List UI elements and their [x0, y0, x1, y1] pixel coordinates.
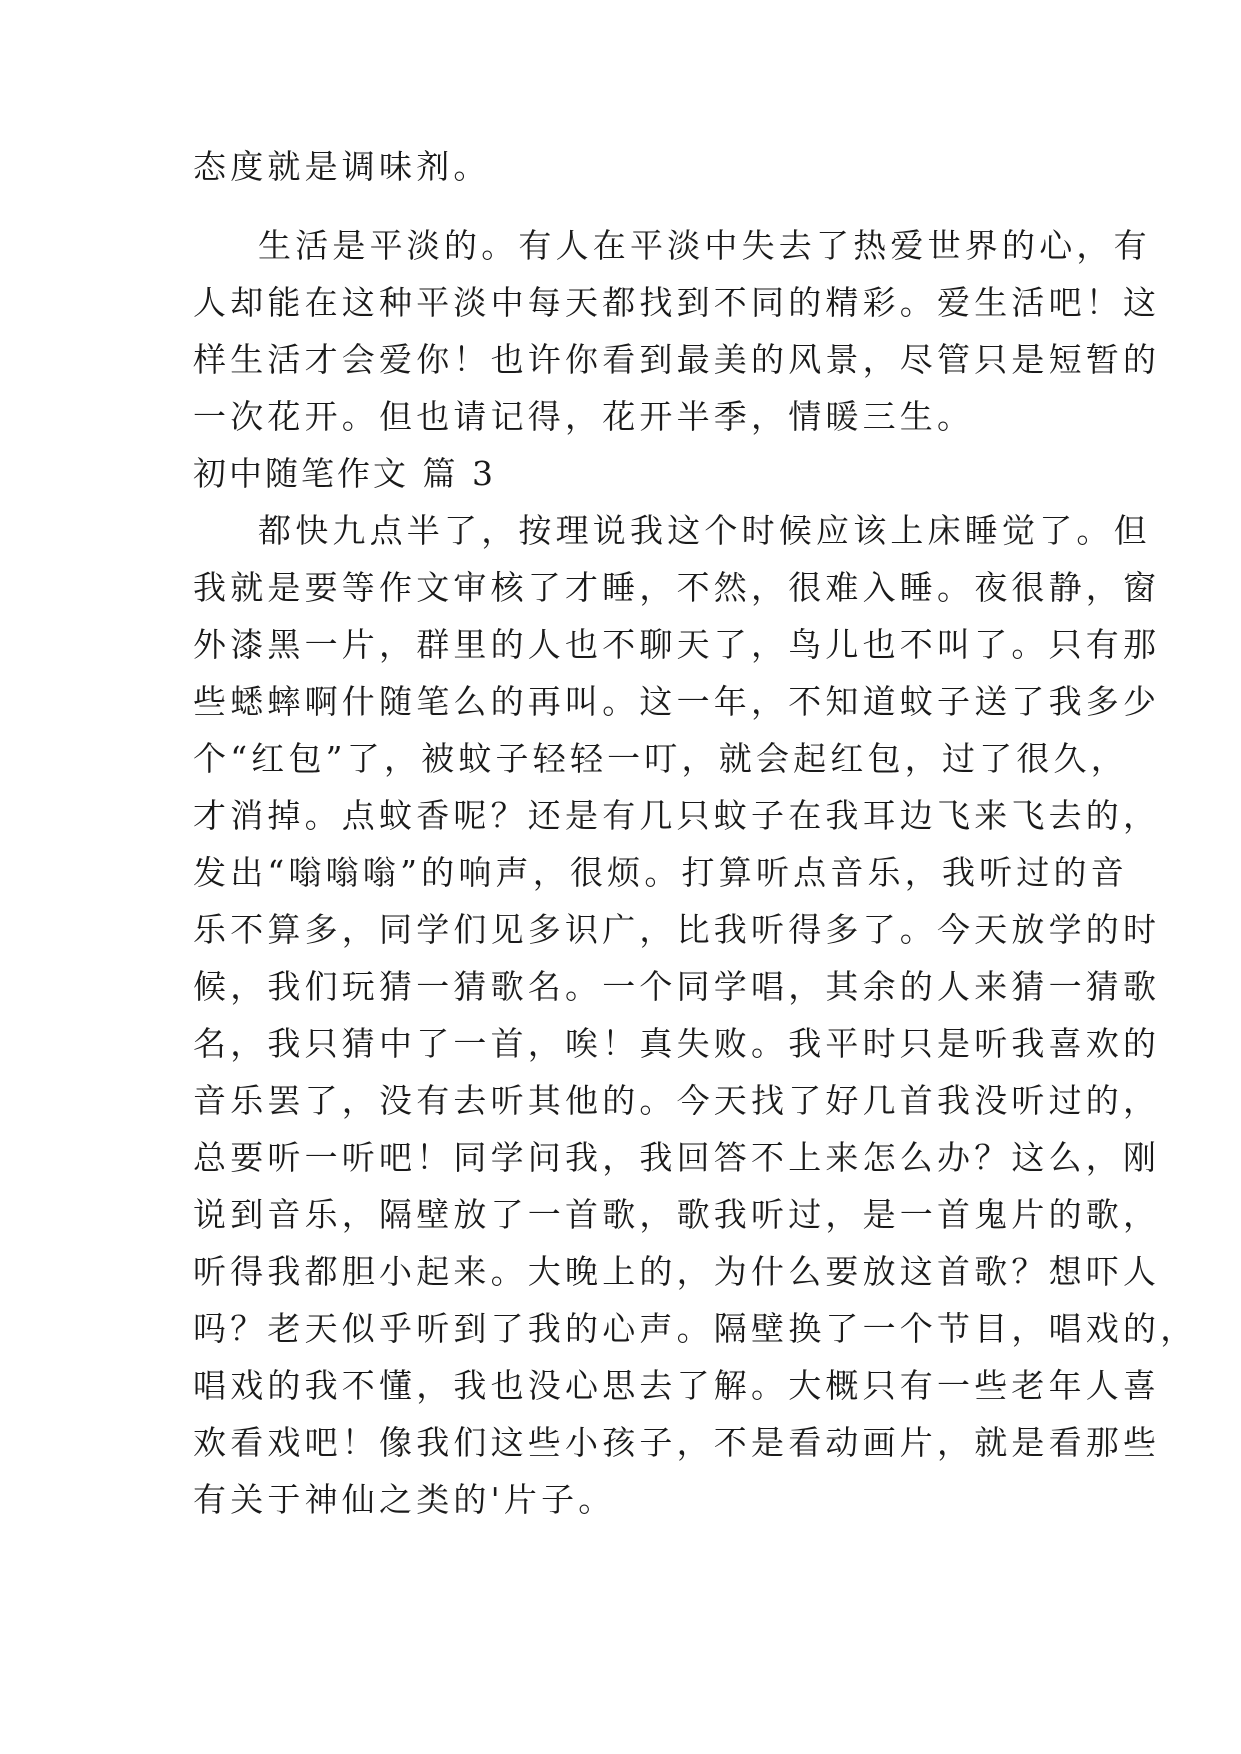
text-line: 欢看戏吧！像我们这些小孩子，不是看动画片，就是看那些: [193, 1423, 1161, 1462]
text-line: 态度就是调味剂。: [193, 147, 491, 186]
text-line: 一次花开。但也请记得，花开半季，情暖三生。: [193, 397, 975, 436]
text-line: 候，我们玩猜一猜歌名。一个同学唱，其余的人来猜一猜歌: [193, 967, 1161, 1006]
text-line: 听得我都胆小起来。大晚上的，为什么要放这首歌？想吓人: [193, 1252, 1161, 1291]
text-line: 音乐罢了，没有去听其他的。今天找了好几首我没听过的，: [193, 1081, 1161, 1120]
text-line: 发出“嗡嗡嗡”的响声，很烦。打算听点音乐，我听过的音: [193, 853, 1128, 892]
paragraph-first-line: 生活是平淡的。有人在平淡中失去了热爱世界的心，有: [258, 226, 1151, 265]
text-line: 些蟋蟀啊什随笔么的再叫。这一年，不知道蚊子送了我多少: [193, 682, 1161, 721]
text-line: 总要听一听吧！同学问我，我回答不上来怎么办？这么，刚: [193, 1138, 1161, 1177]
text-line: 样生活才会爱你！也许你看到最美的风景，尽管只是短暂的: [193, 340, 1161, 379]
text-line: 个“红包”了，被蚊子轻轻一叮，就会起红包，过了很久，: [193, 739, 1128, 778]
text-line: 外漆黑一片，群里的人也不聊天了，鸟儿也不叫了。只有那: [193, 625, 1161, 664]
text-line: 乐不算多，同学们见多识广，比我听得多了。今天放学的时: [193, 910, 1161, 949]
text-line: 说到音乐，隔壁放了一首歌，歌我听过，是一首鬼片的歌，: [193, 1195, 1161, 1234]
text-line: 有关于神仙之类的'片子。: [193, 1480, 616, 1519]
text-line: 唱戏的我不懂，我也没心思去了解。大概只有一些老年人喜: [193, 1366, 1161, 1405]
paragraph-first-line: 都快九点半了，按理说我这个时候应该上床睡觉了。但: [258, 511, 1151, 550]
text-line: 吗？老天似乎听到了我的心声。隔壁换了一个节目，唱戏的，: [193, 1309, 1198, 1348]
text-line: 人却能在这种平淡中每天都找到不同的精彩。爱生活吧！这: [193, 283, 1161, 322]
section-heading: 初中随笔作文 篇 3: [193, 454, 496, 493]
text-line: 才消掉。点蚊香呢？还是有几只蚊子在我耳边飞来飞去的，: [193, 796, 1161, 835]
text-line: 我就是要等作文审核了才睡，不然，很难入睡。夜很静，窗: [193, 568, 1161, 607]
text-line: 名，我只猜中了一首，唉！真失败。我平时只是听我喜欢的: [193, 1024, 1161, 1063]
